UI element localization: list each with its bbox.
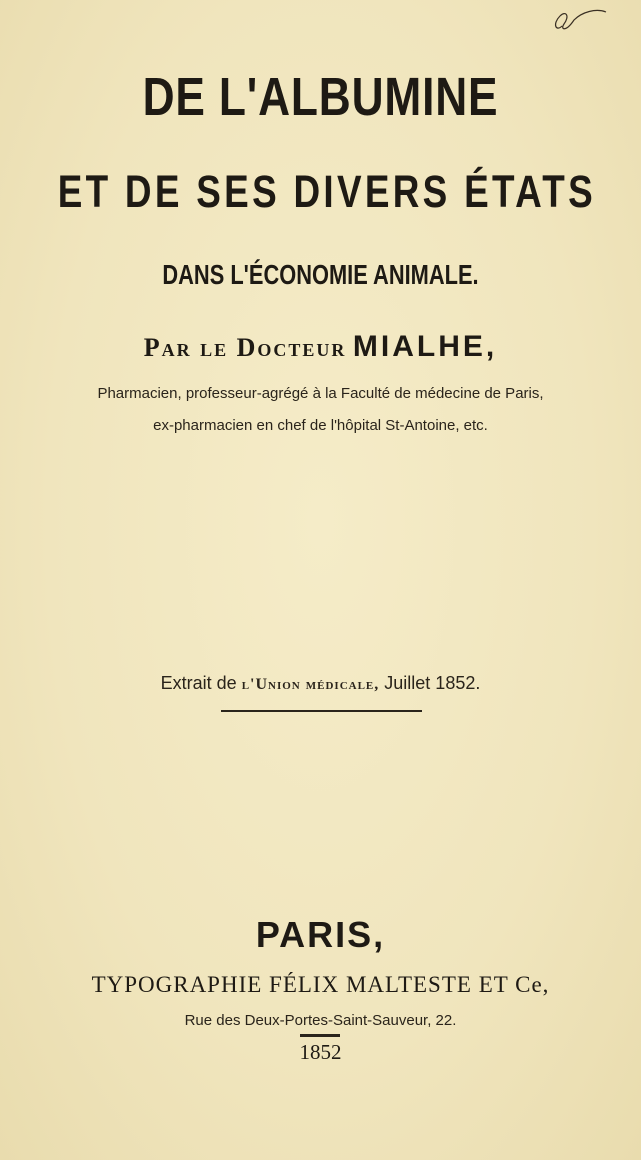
imprint-year: 1852 <box>299 1040 342 1064</box>
title-line-1: DE L'ALBUMINE <box>142 67 499 127</box>
journal-name: l'Union médicale, <box>241 676 380 693</box>
author-description-2: ex-pharmacien en chef de l'hôpital St-Antoine, etc. <box>153 417 488 434</box>
author-prefix: Par le Docteur <box>143 333 347 362</box>
imprint-address: Rue des Deux-Portes-Saint-Sauveur, 22. <box>184 1012 457 1029</box>
divider-rule <box>221 710 422 712</box>
author-line <box>0 330 641 364</box>
author-description-1: Pharmacien, professeur-agrégé à la Faculté de médecine de Paris, <box>97 385 544 402</box>
imprint-city: PARIS, <box>255 914 386 955</box>
short-divider-rule <box>300 1034 340 1037</box>
extract-prefix: Extrait de <box>160 673 237 693</box>
imprint-printer: TYPOGRAPHIE FÉLIX MALTESTE ET Ce, <box>91 972 550 997</box>
extract-date: Juillet 1852. <box>384 673 481 693</box>
extract-note <box>0 673 641 694</box>
title-line-2: ET DE SES DIVERS ÉTATS <box>57 166 596 217</box>
author-name: MIALHE, <box>352 330 498 363</box>
title-line-3: DANS L'ÉCONOMIE ANIMALE. <box>162 259 479 290</box>
handwritten-mark-icon <box>548 2 608 42</box>
